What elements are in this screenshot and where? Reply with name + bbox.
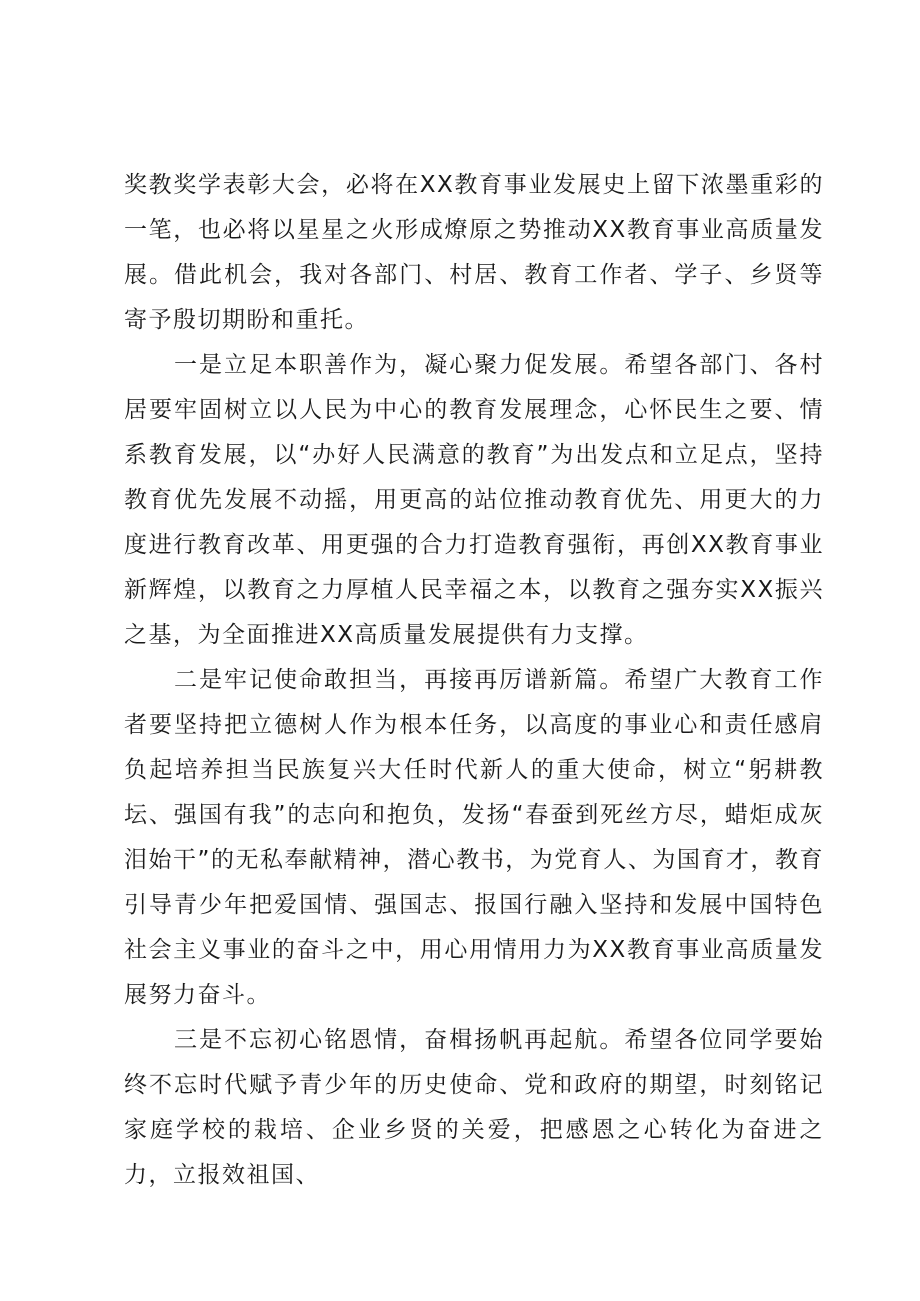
- paragraph-intro: 奖教奖学表彰大会，必将在XX教育事业发展史上留下浓墨重彩的一笔，也必将以星星之火形成燎原之势推动XX教育事业高质量发展。借此机会，我对各部门、村居、教育工作者、学子、乡贤等寄予殷切期盼和重托。: [124, 172, 824, 333]
- document-body: [124, 163, 824, 1198]
- paragraph-point-one: 一是立足本职善作为，凝心聚力促发展。希望各部门、各村居要牢固树立以人民为中心的教育发展理念，心怀民生之要、情系教育发展，以“办好人民满意的教育”为出发点和立足点，坚持教育优先发展不动摇，用更高的站位推动教育优先、用更大的力度进行教育改革、用更强的合力打造教育强衔，再创XX教育事业新辉煌，以教育之力厚植人民幸福之本，以教育之强夯实XX振兴之基，为全面推进XX高质量发展提供有力支撑。: [124, 352, 824, 648]
- paragraph-point-two: 二是牢记使命敢担当，再接再厉谱新篇。希望广大教育工作者要坚持把立德树人作为根本任务，以高度的事业心和责任感肩负起培养担当民族复兴大任时代新人的重大使命，树立“躬耕教坛、强国有我”的志向和抱负，发扬“春蚕到死丝方尽，蜡炬成灰泪始干”的无私奉献精神，潜心教书，为党育人、为国育才，教育引导青少年把爱国情、强国志、报国行融入坚持和发展中国特色社会主义事业的奋斗之中，用心用情用力为XX教育事业高质量发展努力奋斗。: [124, 667, 824, 1008]
- paragraph-point-three: 三是不忘初心铭恩情，奋楫扬帆再起航。希望各位同学要始终不忘时代赋予青少年的历史使命、党和政府的期望，时刻铭记家庭学校的栽培、企业乡贤的关爱，把感恩之心转化为奋进之力，立报效祖国、: [124, 1027, 824, 1188]
